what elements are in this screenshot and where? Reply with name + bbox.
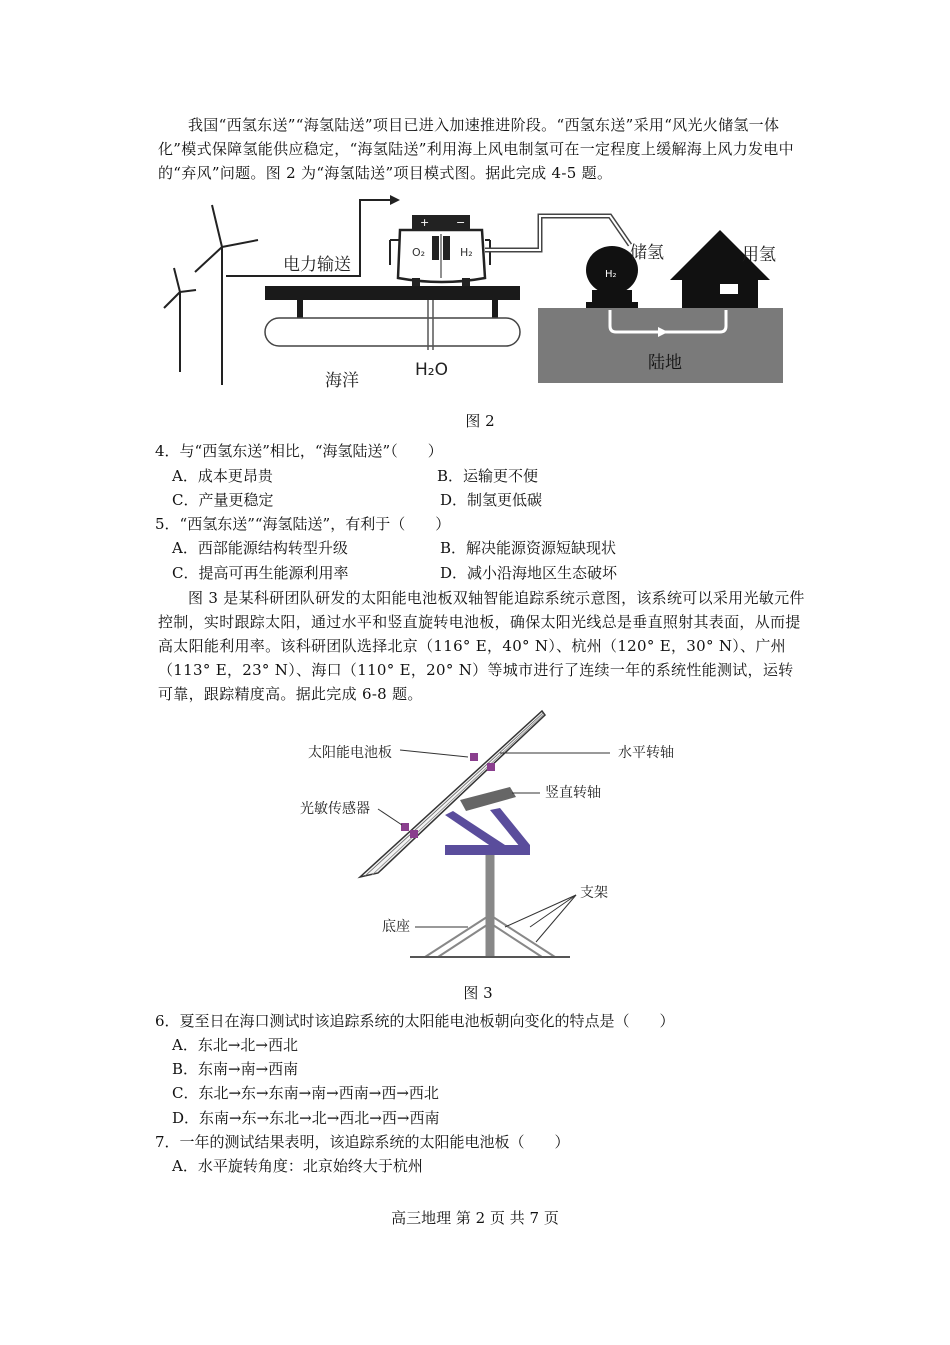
svg-text:−: − [456, 216, 466, 229]
svg-text:O₂: O₂ [412, 246, 426, 259]
label-base: 底座 [382, 919, 410, 935]
q4-option-b: B．运输更不便 [437, 467, 539, 485]
label-ocean: 海洋 [325, 371, 359, 390]
house [670, 230, 770, 308]
label-storage: 储氢 [630, 243, 664, 263]
power-arrow [390, 195, 400, 205]
label-sensor: 光敏传感器 [300, 801, 370, 817]
label-power: 电力输送 [283, 255, 351, 275]
label-support: 支架 [580, 885, 608, 901]
q5-option-a: A．西部能源结构转型升级 [172, 539, 348, 557]
wind-turbine-large [195, 205, 258, 385]
label-panel: 太阳能电池板 [308, 745, 392, 761]
q4-option-c: C．产量更稳定 [172, 491, 274, 509]
pontoon [265, 318, 520, 346]
label-use: 用氢 [742, 245, 776, 265]
q5-stem: 5．“西氢东送”“海氢陆送”，有利于（ ） [155, 515, 451, 533]
q6-option-d: D．东南→东→东北→北→西北→西→西南 [172, 1109, 440, 1127]
q6-option-b: B．东南→南→西南 [172, 1060, 299, 1078]
label-v-axis: 竖直转轴 [545, 785, 601, 801]
q7-stem: 7．一年的测试结果表明，该追踪系统的太阳能电池板（ ） [155, 1133, 570, 1151]
q6-stem: 6．夏至日在海口测试时该追踪系统的太阳能电池板朝向变化的特点是（ ） [155, 1012, 675, 1030]
vertical-axis-plate [460, 787, 516, 811]
q4-option-a: A．成本更昂贵 [172, 467, 273, 485]
svg-text:+: + [420, 216, 430, 229]
figure-2-diagram [150, 190, 800, 390]
q7-option-a: A．水平旋转角度：北京始终大于杭州 [172, 1157, 423, 1175]
intro2-paragraph: 图 3 是某科研团队研发的太阳能电池板双轴智能追踪系统示意图，该系统可以采用光敏元件控制，实时跟踪太阳，通过水平和竖直旋转电池板，确保太阳光线总是垂直照射其表面，从而提高太阳能利用率。该科研团队选择北京（116° E，40° N）、杭州（120° E，30° N）、广州（113° E，23° N）、海口（110° E，20° N）等城市进行了连续一年的系统性能测试，运转可靠，跟踪精度高。据此完成 6-8 题。 [158, 589, 805, 703]
mount-frame [445, 845, 530, 855]
svg-text:H₂: H₂ [605, 269, 617, 280]
label-land: 陆地 [648, 353, 682, 373]
sensor-1 [401, 823, 409, 831]
wind-turbine-small [164, 268, 196, 372]
label-water: H₂O [415, 360, 448, 380]
intro-paragraph: 我国“西氢东送”“海氢陆送”项目已进入加速推进阶段。“西氢东送”采用“风光火储氢一体化”模式保障氢能供应稳定，“海氢陆送”利用海上风电制氢可在一定程度上缓解海上风力发电中的“弃风”问题。图 2 为“海氢陆送”项目模式图。据此完成 4-5 题。 [158, 116, 794, 182]
sensor-2 [410, 830, 418, 838]
label-h-axis: 水平转轴 [618, 745, 674, 761]
q5-option-c: C．提高可再生能源利用率 [172, 564, 349, 582]
electrolyzer [390, 215, 490, 286]
q5-option-b: B．解决能源资源短缺现状 [440, 539, 617, 557]
q6-option-c: C．东北→东→东南→南→西南→西→西北 [172, 1084, 439, 1102]
q5-option-d: D．减小沿海地区生态破坏 [440, 564, 618, 582]
q4-stem: 4．与“西氢东送”相比，“海氢陆送”（ ） [155, 442, 443, 460]
q6-option-a: A．东北→北→西北 [172, 1036, 298, 1054]
svg-text:H₂: H₂ [460, 246, 473, 259]
figure-2-caption: 图 2 [465, 412, 495, 430]
hydrogen-pipeline [485, 216, 630, 250]
figure-3-diagram [290, 705, 690, 967]
platform-deck [265, 286, 520, 300]
sensor-3 [470, 753, 478, 761]
figure-3-caption: 图 3 [463, 984, 493, 1002]
page-footer: 高三地理 第 2 页 共 7 页 [391, 1209, 559, 1227]
sensor-4 [487, 763, 495, 771]
q4-option-d: D．制氢更低碳 [440, 491, 543, 509]
